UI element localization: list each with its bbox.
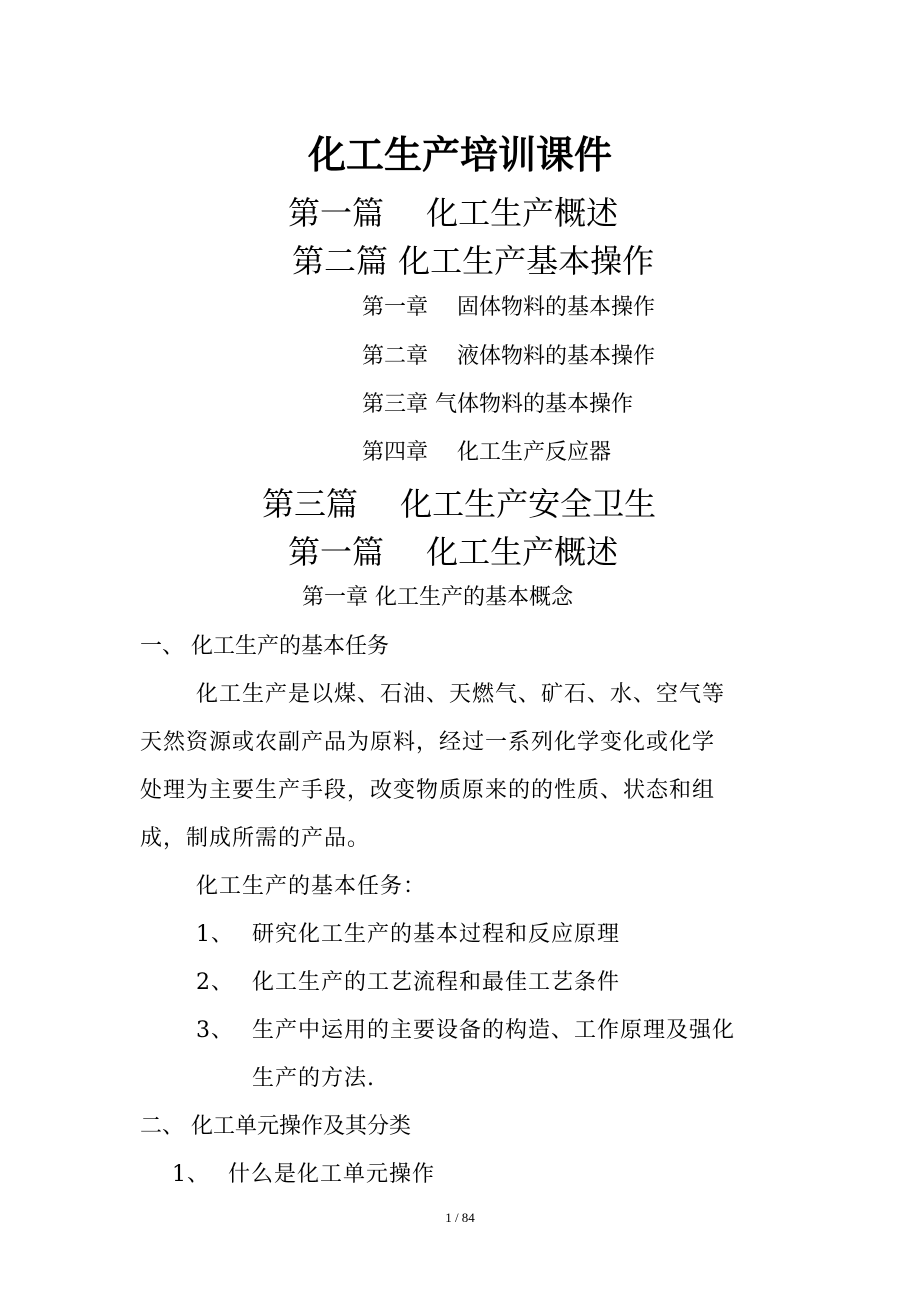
section-2-item-text-1: 什么是化工单元操作 (228, 1162, 436, 1187)
section-2-heading: 二、 化工单元操作及其分类 (140, 1114, 411, 1139)
part-1-heading: 第一篇 化工生产概述 (288, 533, 619, 571)
task-number-3: 3、 (196, 1018, 234, 1043)
section-2-item-number-1: 1、 (172, 1162, 210, 1187)
toc-part-2: 第二篇 化工生产基本操作 (292, 242, 655, 280)
task-text-3: 生产中运用的主要设备的构造、工作原理及强化 (252, 1018, 736, 1043)
task-number-2: 2、 (196, 970, 234, 995)
toc-part-3: 第三篇 化工生产安全卫生 (262, 485, 657, 523)
paragraph-line-4: 成，制成所需的产品。 (140, 826, 371, 851)
tasks-intro: 化工生产的基本任务： (196, 874, 427, 899)
document-title: 化工生产培训课件 (307, 133, 612, 177)
toc-chapter-1: 第一章 固体物料的基本操作 (362, 295, 655, 320)
toc-part-1: 第一篇 化工生产概述 (288, 194, 619, 232)
toc-chapter-4: 第四章 化工生产反应器 (362, 440, 611, 465)
task-number-1: 1、 (196, 922, 234, 947)
task-text-3-continued: 生产的方法. (252, 1066, 375, 1091)
toc-chapter-2: 第二章 液体物料的基本操作 (362, 344, 655, 369)
section-1-heading: 一、 化工生产的基本任务 (140, 634, 389, 659)
chapter-1-heading: 第一章 化工生产的基本概念 (302, 585, 573, 610)
paragraph-line-2: 天然资源或农副产品为原料，经过一系列化学变化或化学 (140, 730, 716, 755)
toc-chapter-3: 第三章 气体物料的基本操作 (362, 392, 633, 417)
paragraph-line-1: 化工生产是以煤、石油、天燃气、矿石、水、空气等 (196, 682, 726, 707)
task-text-1: 研究化工生产的基本过程和反应原理 (252, 922, 621, 947)
task-text-2: 化工生产的工艺流程和最佳工艺条件 (252, 970, 621, 995)
page-number: 1 / 84 (445, 1210, 475, 1225)
paragraph-line-3: 处理为主要生产手段，改变物质原来的的性质、状态和组 (140, 778, 716, 803)
